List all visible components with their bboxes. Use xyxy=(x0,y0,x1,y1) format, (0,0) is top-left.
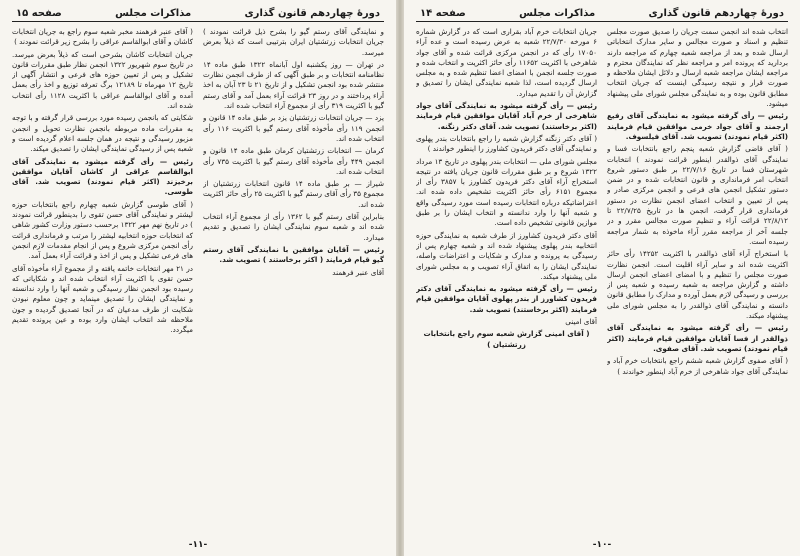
paragraph: ( آقای طوسی گزارش شعبه چهارم راجع بانتخابات حوزه لیشتر و نمایندگی آقای حسن تقوی را بدینطور قرائت نمودند ) در تاریخ نهم مهر ۱۳۲۲ برحسب دستور وزارت کشور شاهی که انتخابات حوزه انتخابیه لیشتر را مرتب و فرمانداری قرائت رأی انجمن مرکزی شروع و پس از انجام مقدمات لازم انجمن های فرعی تشکیل و پس از اخذ و قرائت آراء بعمل آمد. xyxy=(12,199,193,261)
header-series: دورۀ چهاردهم قانون گذاری xyxy=(648,8,784,19)
paragraph: انتخاب شده اند انجمن سمت جریان را صدیق صورت مجلس تنظیم و اسناد و صورت مجالس و سایر مدارک انتخاباتی ارسال شده و بعد از مراجعه شعبه چهارم که مراجعه دارند بردارید که پرونده امر و مراجعه نظر که نمایندگان محترم و مراجعه ایشان مراجعه شعبه ارسال و دلائل ایشان ملاحظه و صورت قرار و نتیجه رسیدگی اینست که جریان انتخاب مطابق قانون بوده و به نمایندگی مجلس شورای ملی پیشنهاد میشود. xyxy=(607,27,788,109)
paragraph: آقای دکتر فریدون کشاورز از طرف شعبه به نمایندگی حوزه انتخابیه بندر پهلوی پیشنهاد شده اند و شعبه چهارم پس از رسیدگی به پرونده و مدارک و شکایات و اعتراضات واصله، نمایندگی ایشان را به اتفاق آراء تصویب و به مجلس شورای ملی پیشنهاد میکند. xyxy=(416,230,597,281)
header-title: مذاکرات مجلس xyxy=(115,8,192,19)
text-column-right xyxy=(203,27,384,530)
book-gutter xyxy=(396,0,404,556)
right-page xyxy=(404,0,800,556)
paragraph: و نمایندگی آقای رستم گیو را بشرح ذیل قرائت نمودند ) جریان انتخابات زرتشتیان ایران بترتیبی است که ذیلاً بعرض میرسد. xyxy=(203,27,384,57)
page-header xyxy=(416,6,788,22)
paragraph: رئیس — رأی گرفته میشود به نمایندگی آقای دکتر فریدون کشاورز از بندر پهلوی آقایان موافقین قیام فرمایند (اکثر برخاستند) تصویب شد. xyxy=(416,284,597,314)
paragraph: رئیس — رأی گرفته میشود به نمایندگی آقای جواد شاهرخی از خرم آباد آقایان موافقین قیام فرمایند (اکثر برخاستند) تصویب شد. آقای دکتر زنگنه. xyxy=(416,101,597,131)
paragraph: جریان انتخابات کاشان بشرحی است که ذیلاً بعرض میرسد. در تاریخ سوم شهریور ۱۳۲۲ انجمن نظار طبق مقررات قانون تشکیل و پس از تعیین حوزه های فرعی و انتشار آگهی از تاریخ ۱۲ مهرماه تا ۱۲۱۸۹ برگ تعرفه توزیع و اخذ رأی بعمل آمده و آقای ابوالقاسم عراقی با اکثریت ۱۱۲۸ رأی انتخاب شده اند. xyxy=(12,49,193,111)
page-number: -۱۰- xyxy=(592,540,612,550)
paragraph: کرمان — انتخابات زرتشتیان کرمان طبق ماده ۱۴ قانون و انجمن ۴۴۹ رأی مأخوذه آقای رستم گیو با اکثریت ۷۳۵ رأی انتخاب شده اند. xyxy=(203,146,384,176)
header-title: مذاکرات مجلس xyxy=(519,8,596,19)
page-header xyxy=(12,6,384,22)
page-number: -۱۱- xyxy=(188,540,208,550)
paragraph: جریان انتخابات خرم آباد بقراری است که در گزارش شماره ۶ مورخه ۲۲/۷/۳۰ شعبه به عرض رسیده است و عده آراء ۱۷۰۵۰ رأی که در انجمن مرکزی قرائت شده و آقای جواد شاهرخی با اکثریت ۱۱۶۵۲ رأی حائز اکثریت و انتخاب شده و صورت جلسه انجمن با امضای اعضا تنظیم شده و به مجلس ارسال گردیده است، لذا شعبه نمایندگی ایشان را تصدیق و گزارش آن را تقدیم میدارد. xyxy=(416,27,597,98)
paragraph: ( آقای صفوی گزارش شعبه ششم راجع بانتخابات خرم آباد و نمایندگی آقای جواد شاهرخی از خرم آباد اینطور خواندند ) xyxy=(607,356,788,376)
paragraph: آقای عنبر فرهمند xyxy=(332,267,384,277)
header-series: دورۀ چهاردهم قانون گذاری xyxy=(244,8,380,19)
paragraph: آقای امینی xyxy=(565,317,597,327)
paragraph: ( آقای دکتر زنگنه گزارش شعبه را راجع بانتخابات بندر پهلوی و نمایندگی آقای دکتر فریدون کشاورز را اینطور خواندند ) xyxy=(416,133,597,154)
text-column-left xyxy=(416,27,597,530)
paragraph: شیراز — بر طبق ماده ۱۴ قانون انتخابات زرتشتیان از مجموع ۳۵ رأی آقای رستم گیو با اکثریت ۲۵ رأی حائز اکثریت شده اند. xyxy=(203,179,384,209)
header-page-label: صفحه ۱۴ xyxy=(420,8,466,19)
paragraph: یزد — جریان انتخابات زرتشتیان یزد بر طبق ماده ۱۴ قانون و انجمن ۱۱۹ رأی مأخوذه آقای رستم گیو با اکثریت ۱۱۶ رأی انتخاب شده اند. xyxy=(203,113,384,143)
text-column-left xyxy=(12,27,193,530)
paragraph: در تهران — روز یکشنبه اول آبانماه ۱۳۲۲ طبق ماده ۱۴ نظامنامه انتخابات و بر طبق آگهی که از طرف انجمن نظارت منتشر شده بود انجمن تشکیل و از تاریخ ۲۱ تا ۲۳ آبان به اخذ آراء پرداختند و در روز ۲۳ قرائت آراء بعمل آمد و آقای رستم گیو با اکثریت ۳۱۹ رأی از مجموع آراء انتخاب شده اند. xyxy=(203,59,384,111)
paragraph: در ۲۱ مهر انتخابات خاتمه یافته و از مجموع آراء مأخوذه آقای حسن تقوی با اکثریت آراء انتخاب شده اند و شکایاتی که رسیده بود انجمن نظار رسیدگی و شعبه آنها را وارد ندانسته و نمایندگی ایشان را تصدیق مینماید و چون معلوم نبودن شکایت از طرف مدعیان که در آنجا تصدیق گردیده و جون ملاحظه شد انتخاب ایشان وارد بوده و عین پرونده تقدیم میگردد. xyxy=(12,263,193,335)
paragraph: ( آقای عنبر فرهمند مخبر شعبه سوم راجع به جریان انتخابات کاشان و آقای ابوالقاسم عراقی را بشرح زیر قرائت نمودند ) xyxy=(12,27,193,47)
paragraph: مجلس شورای ملی — انتخابات بندر پهلوی در تاریخ ۱۳ مرداد ۱۳۲۲ شروع و بر طبق مقررات قانون جریان یافته در نتیجه استخراج آراء آقای دکتر فریدون کشاورز با ۳۸۵۷ رأی از مجموع ۶۱۵۱ رأی حائز اکثریت تشخیص داده شده اند. اعتراضاتیکه درباره انتخابات رسیده است مورد رسیدگی واقع و شعبه آنها را وارد ندانسته و انتخاب ایشان را بر طبق موازین قانونی تشخیص داده است. xyxy=(416,156,597,228)
text-columns xyxy=(416,22,788,530)
text-column-right xyxy=(607,27,788,530)
paragraph: ( آقای قاضی گزارش شعبه پنجم راجع بانتخابات فسا و نمایندگی آقای ذوالقدر اینطور قرائت نمودند ) انتخابات شهرستان فسا در تاریخ ۲۲/۷/۱۶ بر طبق دستور شروع انتخاب امر فرمانداری و قانون انتخابات شده و در ضمن دستور تشکیل انجمن های فرعی و انجمن مرکزی صادر و پس از تعیین و انتخاب اعضای انجمن نظارت در دستور فرمانداری قرار گرفت، انجمن ها در تاریخ ۲۲/۷/۲۵ تا ۲۲/۸/۱۲ قرائت آراء و تنظیم صورت مجالس مقرر و در جلسه آخر از مراجعه مقرر آراء ماخوذه به شمار مراجعه رسیده است. xyxy=(607,144,788,246)
paragraph: شکایتی که بانجمن رسیده مورد بررسی قرار گرفته و با توجه به مقررات ماده مربوطه بانجمن نظارت تحویل و انجمن مزبور رسیدگی و نتیجه در همان جلسه اعلام گردیده است و شعبه پس از رسیدگی نمایندگی ایشان را تصدیق میکند. xyxy=(12,113,193,154)
paragraph: رئیس — رأی گرفته میشود به نمایندگی آقای رفیع ارجمند و آقای جواد خرمی موافقین قیام فرمایند (اکثر قیام نمودند) تصویب شد. آقای فیلسوف. xyxy=(607,111,788,141)
paragraph: با استخراج آراء آقای ذوالقدر با اکثریت ۱۴۲۵۲ رأی حائز اکثریت شده اند و سایر آراء اقلیت است. انجمن نظارت صورت مجلس را تنظیم و با امضای اعضای انجمن ارسال داشته و گزارش مراجعه به شعبه رسیده و شعبه پس از بررسی و رسیدگی لازم بعمل آورده و مدارک را مطابق قانون دانسته و نمایندگی آقای ذوالقدر را به مجلس شورای ملی پیشنهاد میکند. xyxy=(607,249,788,321)
header-page-label: صفحه ۱۵ xyxy=(16,8,62,19)
left-page xyxy=(0,0,396,556)
paragraph: رئیس — رأی گرفته میشود به نمایندگی آقای ذوالقدر از فسا آقایان موافقین قیام فرمایند (اکثر قیام نمودند) تصویب شد. آقای صفوی. xyxy=(607,323,788,353)
text-columns xyxy=(12,22,384,530)
paragraph: بنابراین آقای رستم گیو با ۱۳۶۲ رأی از مجموع آراء انتخاب شده اند و شعبه سوم نمایندگی ایشان را تصدیق و تقدیم میدارد. xyxy=(203,212,384,242)
paragraph: رئیس — رأی گرفته میشود به نمایندگی آقای ابوالقاسم عراقی از کاشان آقایان موافقین برخیزند (اکثر قیام نمودند) تصویب شد. آقای طوسی. xyxy=(12,156,193,197)
paragraph: رئیس — آقایان موافقین با نمایندگی آقای رستم گیو قیام فرمایند ( اکثر برخاستند ) تصویب شد. xyxy=(203,244,384,265)
paragraph: ( آقای امینی گزارش شعبه سوم راجع بانتخابات زرتشتیان ) xyxy=(423,329,590,349)
